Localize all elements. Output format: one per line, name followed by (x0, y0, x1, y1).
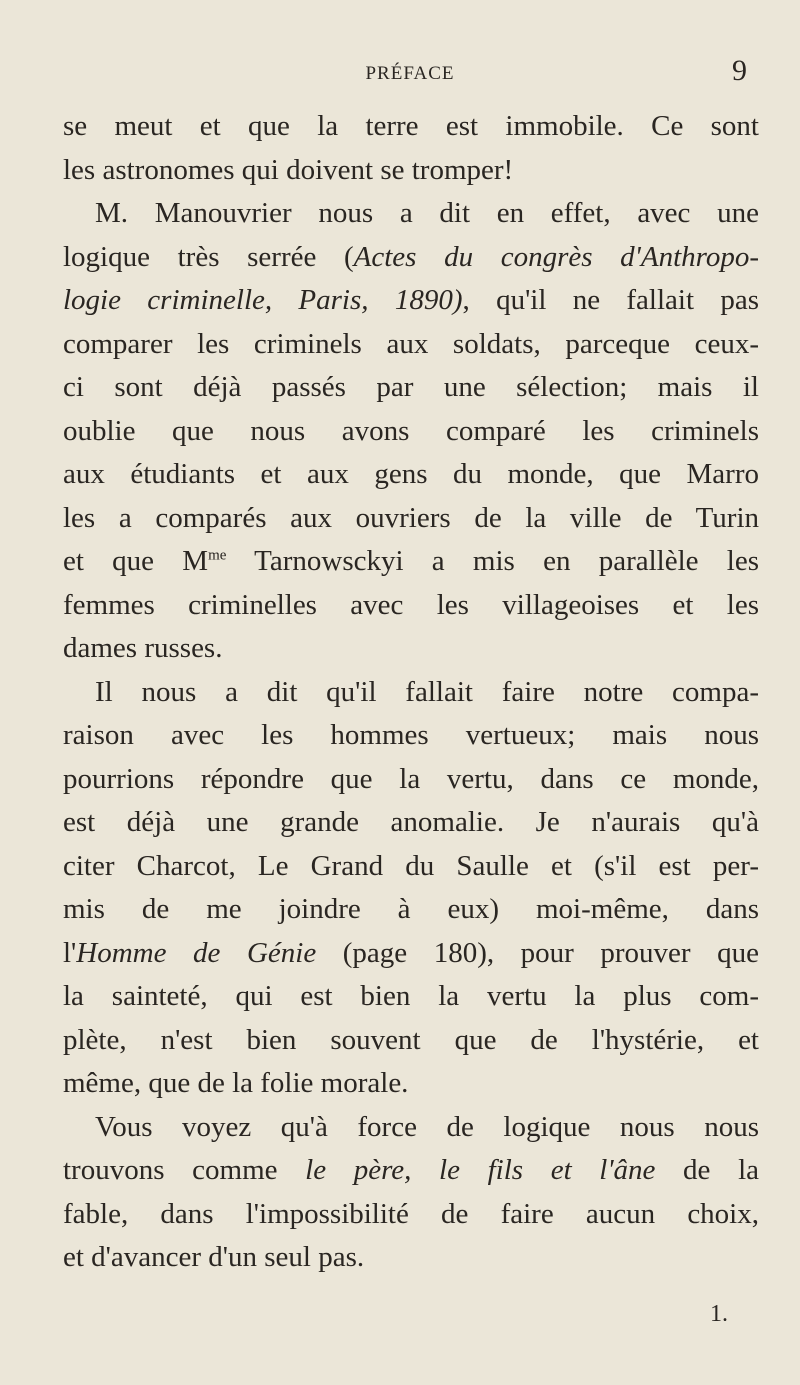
text-span: citer Charcot, Le Grand du Saulle et (s'il est per- (63, 849, 759, 882)
italic-span: Homme de Génie (76, 936, 317, 969)
text-line (63, 888, 759, 932)
text-line (63, 1149, 759, 1193)
text-line (63, 627, 759, 671)
text-span: , qu'il ne fallait pas (462, 284, 759, 316)
text-span: se meut et que la terre est immobile. Ce sont (63, 110, 759, 142)
text-line (63, 149, 759, 193)
text-span: l' (63, 936, 77, 969)
text-line (63, 410, 759, 454)
text-line (63, 975, 759, 1019)
text-line (63, 366, 759, 410)
text-span: Il nous a dit qu'il fallait faire notre compa- (95, 675, 759, 708)
text-span: raison avec les hommes vertueux; mais nous (63, 719, 759, 751)
superscript: me (208, 547, 227, 564)
text-span: trouvons comme (63, 1154, 306, 1186)
italic-span: le père, le fils et l'âne (305, 1154, 656, 1186)
text-line (63, 1236, 759, 1280)
text-line (63, 497, 759, 541)
running-title: PRÉFACE (365, 63, 455, 84)
text-line (63, 279, 759, 323)
text-span: mis de me joindre à eux) moi-même, dans (63, 893, 759, 925)
text-span: dames russes. (63, 632, 223, 664)
text-span: même, que de la folie morale. (63, 1067, 409, 1099)
text-span: (page 180), pour prouver que (316, 936, 759, 969)
body-text (63, 105, 759, 1280)
text-span: les a comparés aux ouvriers de la ville de Turin (63, 501, 759, 534)
text-line (63, 453, 759, 497)
text-span: de la (655, 1154, 759, 1186)
text-line (63, 1106, 759, 1150)
text-span: aux étudiants et aux gens du monde, que Marro (63, 458, 759, 490)
text-line (63, 671, 759, 715)
text-line (63, 1019, 759, 1063)
signature-mark: 1. (710, 1301, 728, 1327)
text-span: et d'avancer d'un seul pas. (63, 1241, 365, 1273)
text-line (63, 236, 759, 280)
text-line (63, 540, 759, 584)
italic-span: logie criminelle, Paris, 1890) (63, 284, 463, 316)
text-span: Tarnowsckyi a mis en parallèle les (226, 545, 759, 577)
text-span: comparer les criminels aux soldats, parceque ceux- (63, 327, 759, 360)
text-line (63, 845, 759, 889)
text-line (63, 192, 759, 236)
text-span: oublie que nous avons comparé les criminels (63, 414, 759, 447)
text-line (63, 932, 759, 976)
text-span: la sainteté, qui est bien la vertu la plus com- (63, 980, 759, 1012)
text-span: pourrions répondre que la vertu, dans ce monde, (63, 762, 759, 795)
text-line (63, 584, 759, 628)
text-span: ci sont déjà passés par une sélection; mais il (63, 371, 759, 403)
text-line (63, 758, 759, 802)
page-number: 9 (732, 54, 747, 87)
text-line (63, 105, 759, 149)
text-span: fable, dans l'impossibilité de faire aucun choix, (63, 1197, 759, 1230)
text-span: est déjà une grande anomalie. Je n'aurais qu'à (63, 806, 759, 838)
text-line (63, 714, 759, 758)
text-span: et que M (63, 545, 209, 577)
text-line (63, 801, 759, 845)
text-line (63, 1193, 759, 1237)
italic-span: Actes du congrès d'Anthropo- (353, 240, 759, 273)
text-span: logique très serrée ( (63, 240, 354, 273)
text-span: Vous voyez qu'à force de logique nous nous (95, 1110, 759, 1143)
text-line (63, 1062, 759, 1106)
text-span: les astronomes qui doivent se tromper! (63, 153, 514, 186)
text-line (63, 323, 759, 367)
text-span: plète, n'est bien souvent que de l'hystérie, et (63, 1023, 759, 1056)
text-span: femmes criminelles avec les villageoises et les (63, 588, 759, 621)
text-span: M. Manouvrier nous a dit en effet, avec une (95, 197, 759, 229)
